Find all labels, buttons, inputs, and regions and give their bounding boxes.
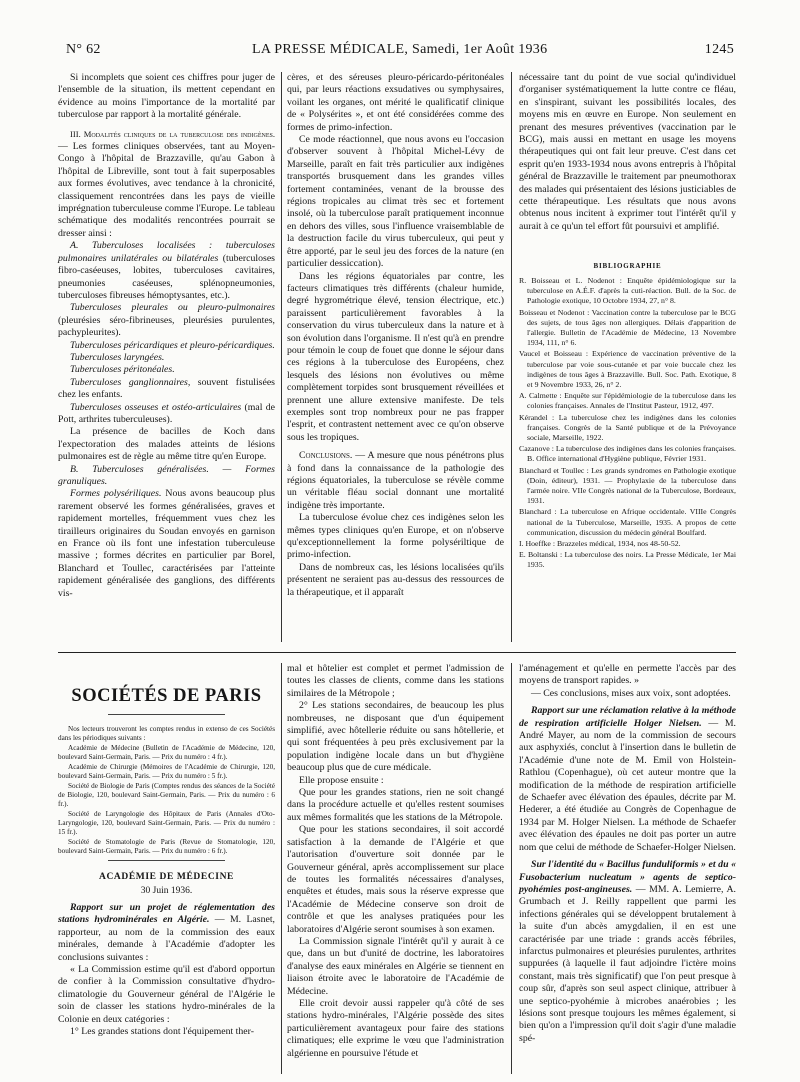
bibliography-entry: Blanchard et Toullec : Les grands syndromes en Pathologie exotique (Doin, éditeur), 1931. — Prophylaxie de la tuberculose dans l'armée noire. VIIe Congrès national de la Tuberculose, Bordeaux, 1931. (519, 465, 736, 506)
bibliography-entry: Blanchard : La tuberculose en Afrique occidentale. VIIIe Congrès national de la Tuberculose, Marseille, 1935. A propos de cette communication, discussion du médecin général Boulfard. (519, 507, 736, 537)
academie-title: ACADÉMIE DE MÉDECINE (99, 872, 234, 882)
report-paragraph (58, 902, 275, 964)
paragraph: l'aménagement et qu'elle en permette l'accès par des moyens de transport rapides. » (519, 663, 736, 687)
page-number: 1245 (704, 42, 734, 57)
bibliography-entry: A. Calmette : Enquête sur l'épidémiologie de la tuberculose dans les colonies françaises. Annales de l'Institut Pasteur, 1912, 497. (519, 391, 736, 411)
title-underline (108, 714, 225, 715)
list-item-peritoneales (58, 364, 275, 376)
bibliography-entry: Cazanove : La tuberculose des indigènes dans les colonies françaises. B. Office international d'Hygiène publique, Février 1931. (519, 444, 736, 464)
list-item-a (58, 240, 275, 302)
report-text: — M. André Mayer, au nom de la commission de secours aux asphyxiés, conclut à l'insertion dans le bulletin de l'Académie d'une note de M. Emil von Holstein-Rathlou (Copenhague), où cet auteur montre que la modification de la méthode de respiration artificielle de Schaefer avec élévation des épaules, décrite par M. Hederer, a été étudiée au Congrès de Copenhague de 1934 par M. Holger Nielsen. La méthode de Schaefer avec élévation des épaules ne doit pas porter un autre nom que celui de méthode de Schaefer-Holger Nielsen. (519, 717, 737, 853)
item-heading: Tuberculoses péricardiques et pleuro-péricardiques. (70, 339, 275, 351)
paragraph-text: — A mesure que nous pénétrons plus à fond dans la connaissance de la pathologie des régions équatoriales, la tuberculose se révèle comme un véritable fléau social donnant une mortalité indigène très importante. (287, 450, 504, 511)
paragraph: nécessaire tant du point de vue social qu'individuel d'organiser systématiquement la lutte contre ce fléau, en s'inspirant, suivant les possibilités locales, des moyens mis en œuvre en Europe. Non seulement en prenant des mesures préventives (vaccination par le BCG), mais aussi en mettant en usage les moyens thérapeutiques qui ont fait leur preuve. C'est dans cet esprit qu'en 1933-1934 nous avons entrepris à l'hôpital général de Brazzaville le traitement par pneumothorax des malades qui présentaient des lésions justiciables de cette thérapeutique. Les résultats que nous avons obtenus nous incitent à exprimer tout l'intérêt qu'il y aurait à ce qu'un tel effort fût poursuivi et amplifié. (519, 72, 736, 232)
paragraph: Ce mode réactionnel, que nous avons eu l'occasion d'observer souvent à l'hôpital Michel-Lévy de Marseille, paraît en fait très particulier aux indigènes transportés brusquement dans les grandes villes fortement contaminées, venant de la brousse des régions tropicales au climat très sec et fortement insolé, où la tuberculose paraît pratiquement inconnue en dehors des villes, sous l'influence vraisemblable de la destruction facile du virus tuberculeux, qui peut y être apporté, par le seul jeu des forces de la nature (en particulier dessiccation). (287, 134, 504, 270)
bibliography-entry: R. Boisseau et L. Nodenot : Enquête épidémiologique sur la tuberculose en A.É.F. d'après la cuti-réaction. Bull. de la Soc. de Pathologie exotique, 10 Octobre 1934, 27, n° 8. (519, 276, 736, 306)
lower-column-2 (287, 663, 504, 1074)
item-text: souvent fistulisées chez les enfants. (58, 376, 275, 401)
section-heading: Conclusions. (299, 450, 353, 462)
bibliography-title: BIBLIOGRAPHIE (593, 262, 662, 270)
item-text: (tuberculoses fibro-caséeuses, lobites, tuberculoses cavitaires, pneumonies caséeuses, splénopneumonies, tuberculoses fibreuses hémoptysantes, etc.). (58, 252, 275, 301)
list-item-b (58, 464, 275, 489)
paragraph-text: — Les formes cliniques observées, tant au Moyen-Congo à l'hôpital de Brazzaville, qu'au Gabon à l'hôpital de Libreville, sont tout à fait superposables aux formes évolutives, avec tendance à la chronicité, classiquement rencontrées dans les pays de vieille imprégnation tuberculeuse comme l'Europe. Le tableau schématique des modalités rencontrées pourrait se dresser ainsi : (58, 141, 275, 239)
report-text: — M. Lasnet, rapporteur, au nom de la commission des eaux minérales, demande à l'Académie d'adopter les conclusions suivantes : (58, 914, 276, 963)
journal-title: LA PRESSE MÉDICALE, Samedi, 1er Août 1936 (252, 42, 548, 57)
item-heading: Tuberculoses pleurales ou pleuro-pulmonaires (70, 302, 275, 314)
report-text: — MM. A. Lemierre, A. Grumbach et J. Reilly rappellent que parmi les infections générales qui se développent brutalement à la suite d'un abcès amygdalien, il en est une caractérisée par une triade : grands accès fébriles, infarctus pulmonaires et pleurésies purulentes, arthrites suppurées (à laquelle il faut adjoindre l'ictère moins constant, mais très significatif) que l'on peut presque à coup sûr, d'après son seul aspect clinique, attribuer à une septico-pyohémie à microbes anaérobies ; les lésions sont presque toujours les mêmes également, si bien qu'on a l'impression qu'il doit s'agir d'une maladie spé- (519, 883, 736, 1044)
bibliography-entry: Vaucel et Boisseau : Expérience de vaccination préventive de la tuberculose par voie sous-cutanée et par voie buccale chez les indigènes de tous âges à Brazzaville. Bull. Soc. Path. Exotique, 8 et 9 Novembre 1933, 26, n° 2. (519, 349, 736, 390)
societes-title: SOCIÉTÉS DE PARIS (71, 686, 262, 706)
column-divider (511, 72, 512, 642)
list-item-osseuses (58, 402, 275, 427)
paragraph: cères, et des séreuses pleuro-péricardo-péritonéales qui, par leurs réactions exsudatives ou symphysaires, voilant les organes, ont mérité le qualificatif clinique de « Polysérites », et ont été considérées comme des formes de primo-infection. (287, 72, 504, 133)
list-item-laryngees (58, 352, 275, 364)
societes-intro (58, 725, 275, 857)
column-divider (281, 663, 282, 1074)
article-column-3 (519, 72, 736, 232)
paragraph: Que pour les grandes stations, rien ne soit changé dans la procédure actuelle et qu'elles restent soumises aux mêmes formalités que les stations de la Métropole. (287, 787, 504, 823)
society-entry: Société de Biologie de Paris (Comptes rendus des séances de la Société de Biologie, 120, boulevard Saint-Germain, Paris. — Prix du numéro : 6 fr.). (58, 781, 275, 809)
section-3-paragraph (58, 128, 275, 241)
list-item-pericardiques (58, 340, 275, 352)
page-header (66, 42, 734, 62)
list-item-polyserites (58, 488, 275, 600)
article-column-2 (287, 72, 504, 642)
paragraph: La présence de bacilles de Koch dans l'expectoration des malades atteints de lésions pulmonaires est de règle au même titre qu'en Europe. (58, 426, 275, 463)
divider (108, 860, 225, 861)
item-heading: A. Tuberculoses localisées : tuberculoses pulmonaires unilatérales ou bilatérales (58, 240, 275, 264)
conclusions-paragraph (287, 450, 504, 512)
bibliography-list (519, 276, 736, 636)
list-item-ganglionnaires (58, 377, 275, 402)
report-heading: Rapport sur un projet de réglementation des stations hydrominérales en Algérie. (58, 902, 275, 926)
intro-paragraph: Nos lecteurs trouveront les comptes rendus in extenso de ces Sociétés dans les périodiques suivants : (58, 725, 275, 743)
society-entry: Académie de Médecine (Bulletin de l'Académie de Médecine, 120, boulevard Saint-Germain, Paris. — Prix du numéro : 4 fr.). (58, 743, 275, 762)
paragraph: mal et hôtelier est complet et permet l'admission de toutes les classes de clients, comme dans les stations similaires de la Métropole ; (287, 663, 504, 699)
paragraph: 2° Les stations secondaires, de beaucoup les plus nombreuses, ne disposant que d'un équipement simplifié, avec hôtellerie réduite ou sans hôtellerie, et qui sont fréquentées à peu près exclusivement par la population indigène locale dans un but d'hygiène beaucoup plus que de cure médicale. (287, 700, 504, 774)
society-entry: Société de Stomatologie de Paris (Revue de Stomatologie, 120, boulevard Saint-Germain, Paris. — Prix du numéro : 6 fr.). (58, 837, 275, 856)
paragraph: Elle propose ensuite : (299, 774, 384, 786)
item-heading: Formes polysériliques. (70, 488, 162, 500)
item-text: Nous avons beaucoup plus rarement observé les formes généralisées, graves et rapidement mortelles, fréquemment vues chez les tirailleurs originaires du Soudan envoyés en garnison en France où ils font une infestation tuberculeuse massive ; formes décrites en particulier par Borel, Blanchard et Toullec, caractérisées par l'atteinte rapidement généralisée des ganglions, des différents vis- (58, 488, 275, 599)
paragraph: Que pour les stations secondaires, il soit accordé satisfaction à la demande de l'Algérie et que l'autorisation d'ouverture soit donnée par le Gouverneur général, après accomplissement sur place de toutes les formalités nécessaires d'analyses, enquêtes et études, mais sous la réserve expresse que l'Académie de Médecine conserve son droit de contrôle et que les analyses pratiquées pour les laboratoires d'Algérie seront soumises à son examen. (287, 824, 504, 935)
bibliography-entry: I. Hoeffke : Brazzeles médical, 1934, nos 48-50-52. (519, 539, 681, 549)
report-paragraph (519, 859, 736, 1045)
list-item-pleurales (58, 302, 275, 339)
bibliography-entry: Kérandel : La tuberculose chez les indigènes dans les colonies françaises. Congrès de la Santé publique et de la Prévoyance sociale, Marseille, 1922. (519, 412, 736, 443)
report-heading: Sur l'identité du « Bacillus funduliformis » et du « Fusobacterium nucleatum » agents de septico-pyohémies post-angineuses. (519, 859, 736, 895)
lower-column-3 (519, 663, 736, 1074)
paragraph: « La Commission estime qu'il est d'abord opportun de confier à la Commission consultative d'hydro-climatologie du Gouverneur général de l'Algérie le soin de classer les stations hydro-minérales de la Colonie en deux catégories : (58, 964, 275, 1025)
item-text: (mal de Pott, arthrites tuberculeuses). (58, 401, 275, 425)
section-heading: III. Modalités cliniques de la tuberculose des indigènes. (70, 128, 275, 139)
paragraph: 1° Les grandes stations dont l'équipement ther- (70, 1026, 254, 1038)
paragraph: Dans de nombreux cas, les lésions localisées qu'ils présentent ne seraient pas au-dessus des ressources de la thérapeutique, et il apparaît (287, 561, 504, 598)
report-heading: Rapport sur une réclamation relative à la méthode de respiration artificielle Holger Nielsen. (519, 705, 736, 729)
lower-column-1 (58, 902, 275, 1074)
item-heading: Tuberculoses péritonéales. (70, 364, 175, 376)
section-rule (58, 652, 736, 653)
issue-number: N° 62 (66, 42, 101, 57)
paragraph: La Commission signale l'intérêt qu'il y aurait à ce que, dans un but d'unité de doctrine, les laboratoires d'analyse des eaux minérales en Algérie se tiennent en liaison étroite avec le laboratoire de l'Académie de Médecine. (287, 935, 504, 997)
bibliography-entry: Boisseau et Nodenot : Vaccination contre la tuberculose par le BCG des sujets, de tous âges non allergiques. Délais d'apparition de l'allergie. Bulletin de l'Académie de Médecine, 13 Novembre 1934, 111, n° 6. (519, 307, 736, 348)
paragraph: Dans les régions équatoriales par contre, les facteurs climatiques très différents (chaleur humide, degré hygrométrique élevé, tension électrique, etc.) paraissent particulièrement favorables à la conservation du virus tuberculeux dans la nature et à son évolution dans l'organisme. Il n'est qu'à en prendre pour témoin le coup de fouet que donne le séjour dans ces régions à la tuberculose des Européens, chez lesquels des lésions non évolutives ou même complètement torpides sont brusquement réveillées et prennent une allure extensive manifeste. De tels exemples sont trop nombreux pour ne pas frapper l'esprit, et contrastent nettement avec ce qu'on observe sous les tropiques. (287, 270, 504, 443)
column-divider (511, 663, 512, 1074)
bibliography-entry: E. Boltanski : La tuberculose des noirs. La Presse Médicale, 1er Mai 1935. (519, 550, 736, 570)
society-entry: Société de Laryngologie des Hôpitaux de Paris (Annales d'Oto-Laryngologie, 120, boulevard Saint-Germain, Paris. — Prix du numéro : 15 fr.). (58, 809, 275, 837)
item-heading: Tuberculoses laryngées. (70, 351, 165, 363)
item-text: (pleurésies séro-fibrineuses, pleurésies purulentes, pachypleurites). (58, 314, 275, 339)
item-heading: B. Tuberculoses généralisées. — Formes granuliques. (58, 463, 275, 487)
paragraph: Si incomplets que soient ces chiffres pour juger de l'ensemble de la situation, ils mettent cependant en évidence au moins l'importance de la mortalité par tuberculose par rapport à la mortalité générale. (58, 72, 275, 121)
report-paragraph (519, 705, 736, 854)
item-heading: Tuberculoses ganglionnaires, (70, 376, 191, 388)
item-heading: Tuberculoses osseuses et ostéo-articulaires (70, 401, 242, 413)
paragraph: — Ces conclusions, mises aux voix, sont adoptées. (531, 687, 731, 699)
column-divider (281, 72, 282, 642)
society-entry: Académie de Chirurgie (Mémoires de l'Académie de Chirurgie, 120, boulevard Saint-Germain, Paris. — Prix du numéro : 5 fr.). (58, 762, 275, 781)
paragraph: La tuberculose évolue chez ces indigènes selon les mêmes types cliniques qu'en Europe, et on n'observe qu'exceptionnellement la forme polysériltique de primo-infection. (287, 512, 504, 561)
session-date: 30 Juin 1936. (140, 886, 193, 896)
article-column-1 (58, 72, 275, 642)
paragraph: Elle croit devoir aussi rappeler qu'à côté de ses stations hydro-minérales, l'Algérie possède des sites particulièrement avantageux pour faire des stations climatiques; elle exprime le vœu que l'administration algérienne en poursuive l'étude et (287, 997, 504, 1059)
